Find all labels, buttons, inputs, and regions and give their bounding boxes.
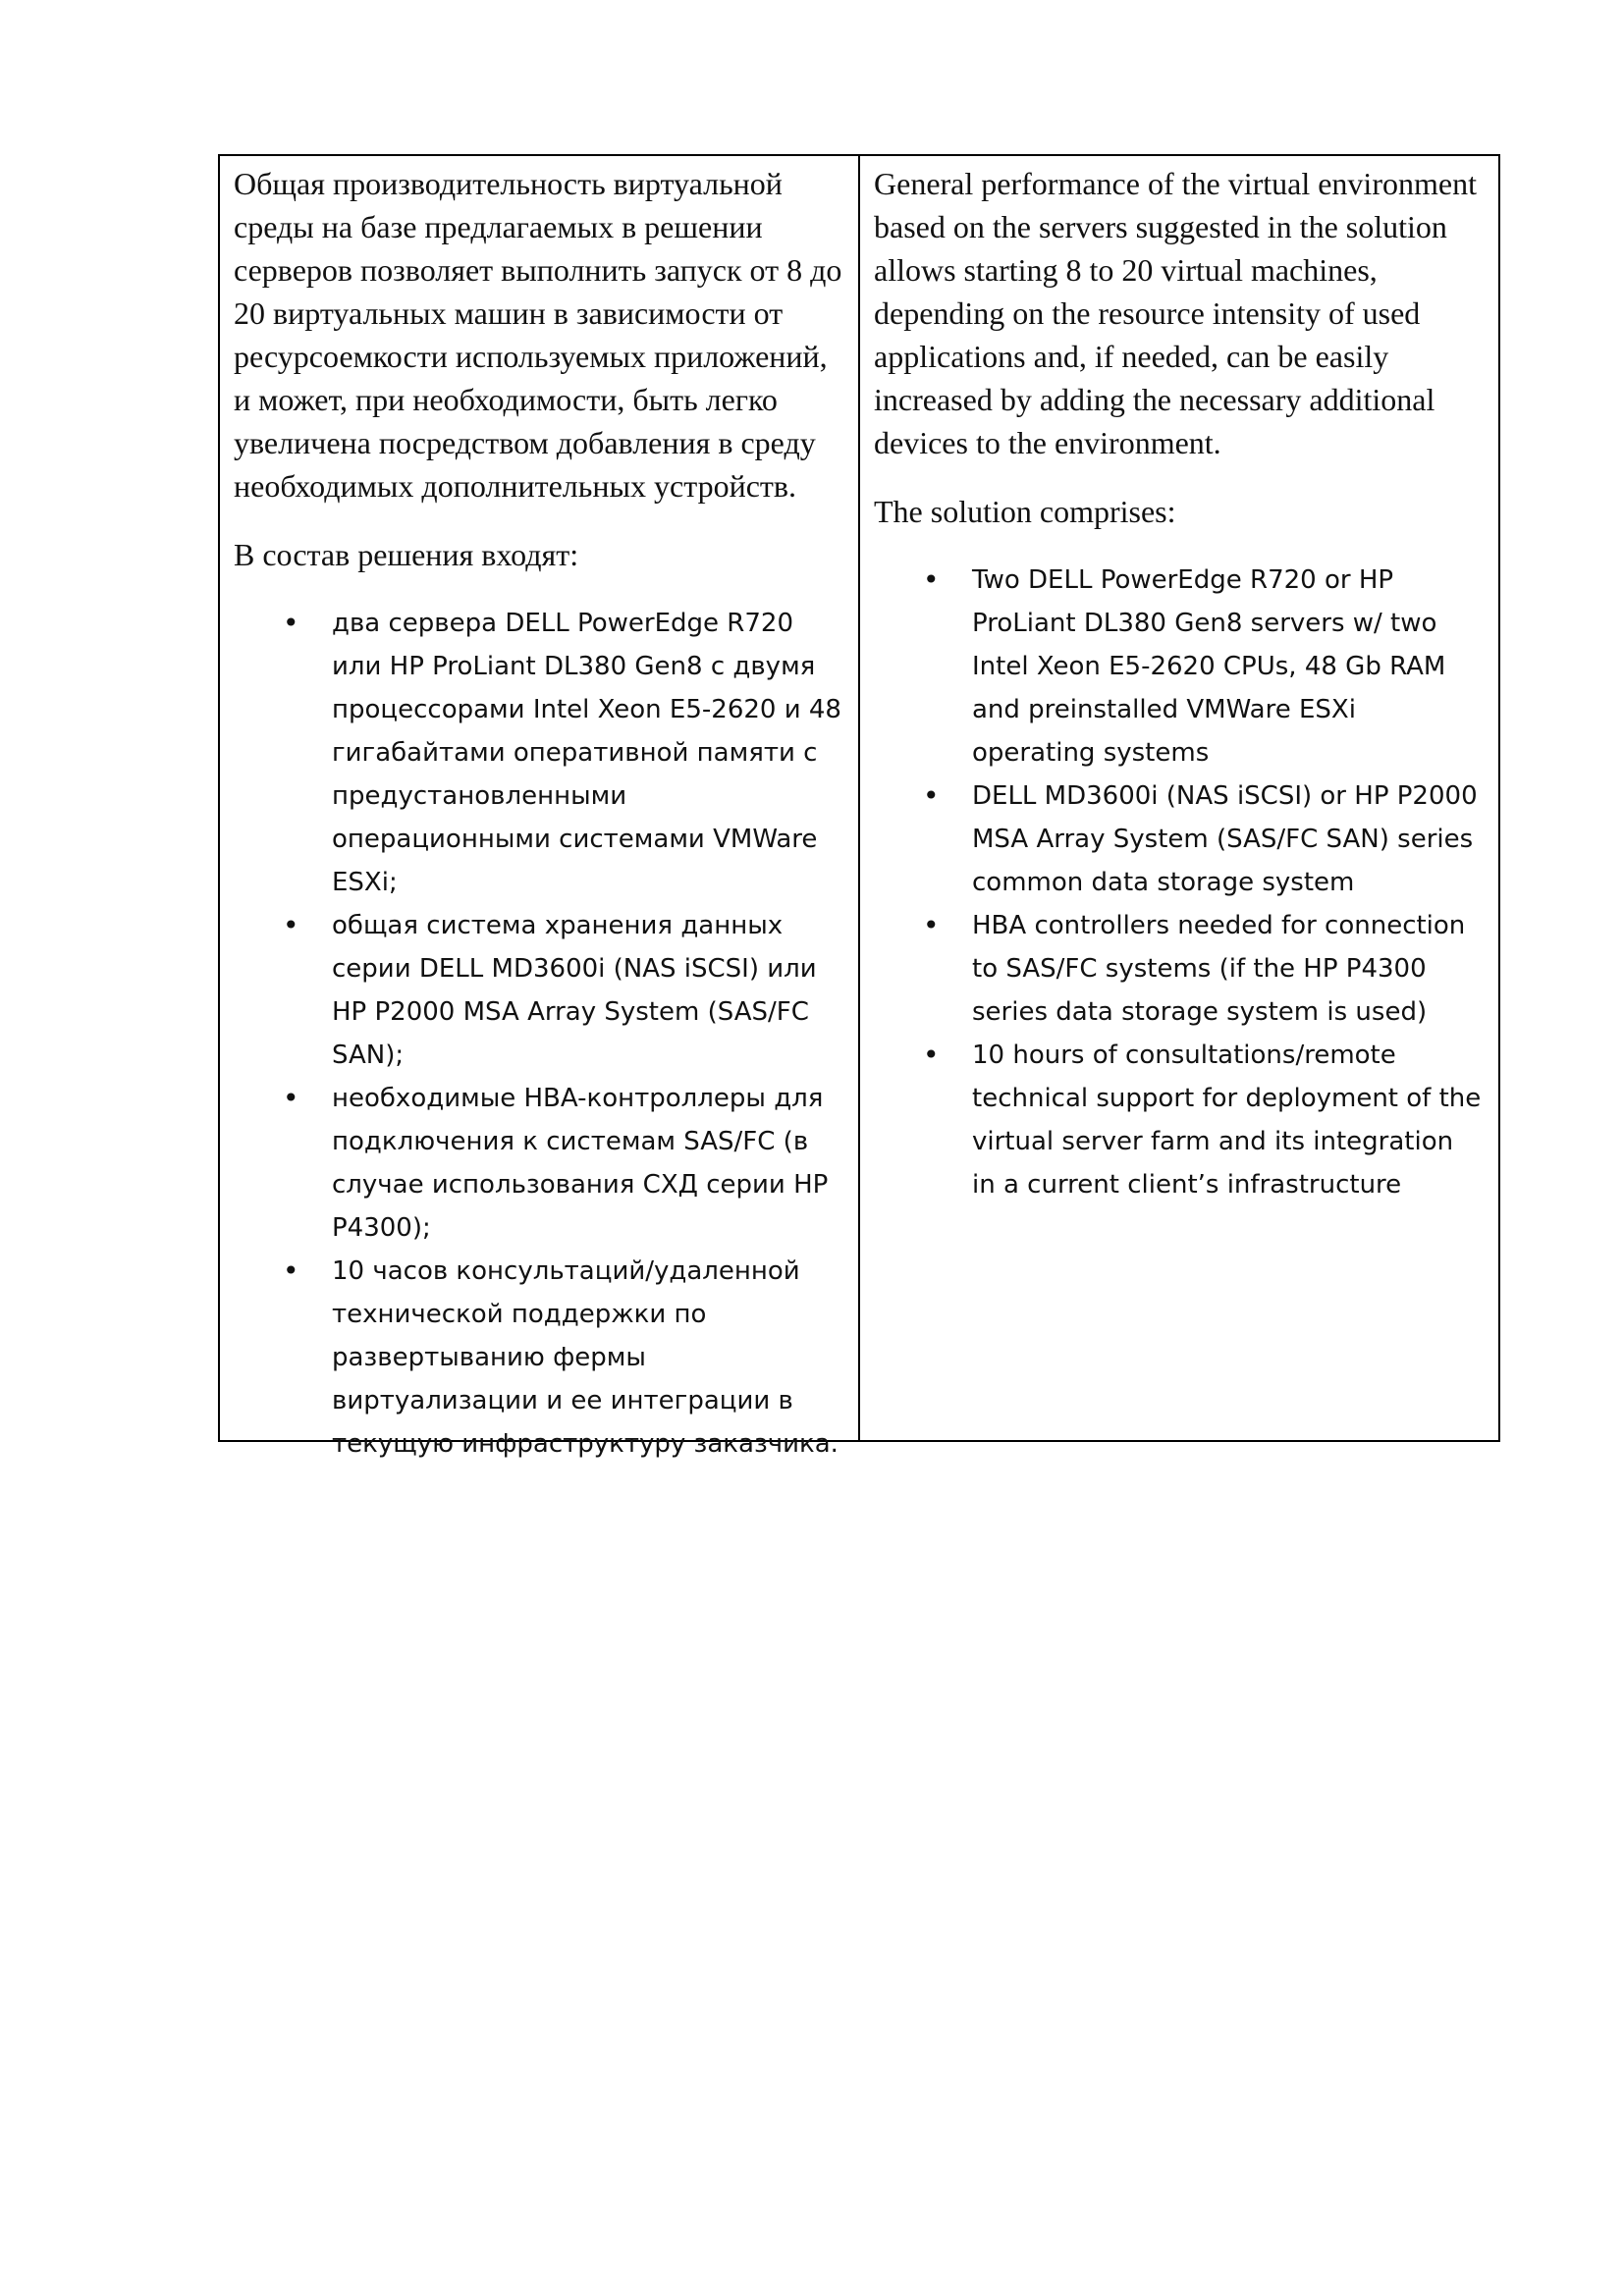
- english-column: [860, 156, 1498, 1440]
- list-item: • HBA controllers needed for connection to SAS/FC systems (if the HP P4300 series data storage system is used): [923, 904, 1485, 1034]
- en-component-list: [874, 559, 1485, 1206]
- ru-lead-paragraph: В состав решения входят:: [234, 537, 579, 572]
- list-item: • два сервера DELL PowerEdge R720 или HP ProLiant DL380 Gen8 с двумя процессорами Intel Xeon E5-2620 и 48 гигабайтами оперативной памяти с предустановленными операционными системами VMWare ESXi;: [283, 602, 844, 904]
- en-intro-paragraph: General performance of the virtual environment based on the servers suggested in the solution allows starting 8 to 20 virtual machines, depending on the resource intensity of used applications and, if needed, can be easily increased by adding the necessary additional devices to the environment.: [874, 166, 1477, 460]
- list-item: • 10 hours of consultations/remote technical support for deployment of the virtual server farm and its integration in a current client’s infrastructure: [923, 1034, 1485, 1206]
- list-item: • общая система хранения данных серии DELL MD3600i (NAS iSCSI) или HP P2000 MSA Array System (SAS/FC SAN);: [283, 904, 844, 1077]
- list-item: • 10 часов консультаций/удаленной технической поддержки по развертыванию фермы виртуализации и ее интеграции в текущую инфраструктуру заказчика.: [283, 1250, 844, 1466]
- list-item: • необходимые HBA-контроллеры для подключения к системам SAS/FC (в случае использования СХД серии HP P4300);: [283, 1077, 844, 1250]
- en-lead-paragraph: The solution comprises:: [874, 494, 1176, 529]
- ru-intro-paragraph: Общая производительность виртуальной среды на базе предлагаемых в решении серверов позволяет выполнить запуск от 8 до 20 виртуальных машин в зависимости от ресурсоемкости используемых приложений, и может, при необходимости, быть легко увеличена посредством добавления в среду необходимых дополнительных устройств.: [234, 166, 842, 504]
- russian-column: [220, 156, 860, 1459]
- bilingual-table: [218, 154, 1500, 1459]
- ru-component-list: [234, 602, 844, 1466]
- list-item: • DELL MD3600i (NAS iSCSI) or HP P2000 MSA Array System (SAS/FC SAN) series common data storage system: [923, 774, 1485, 904]
- list-item: • Two DELL PowerEdge R720 or HP ProLiant DL380 Gen8 servers w/ two Intel Xeon E5-2620 CPUs, 48 Gb RAM and preinstalled VMWare ESXi operating systems: [923, 559, 1485, 774]
